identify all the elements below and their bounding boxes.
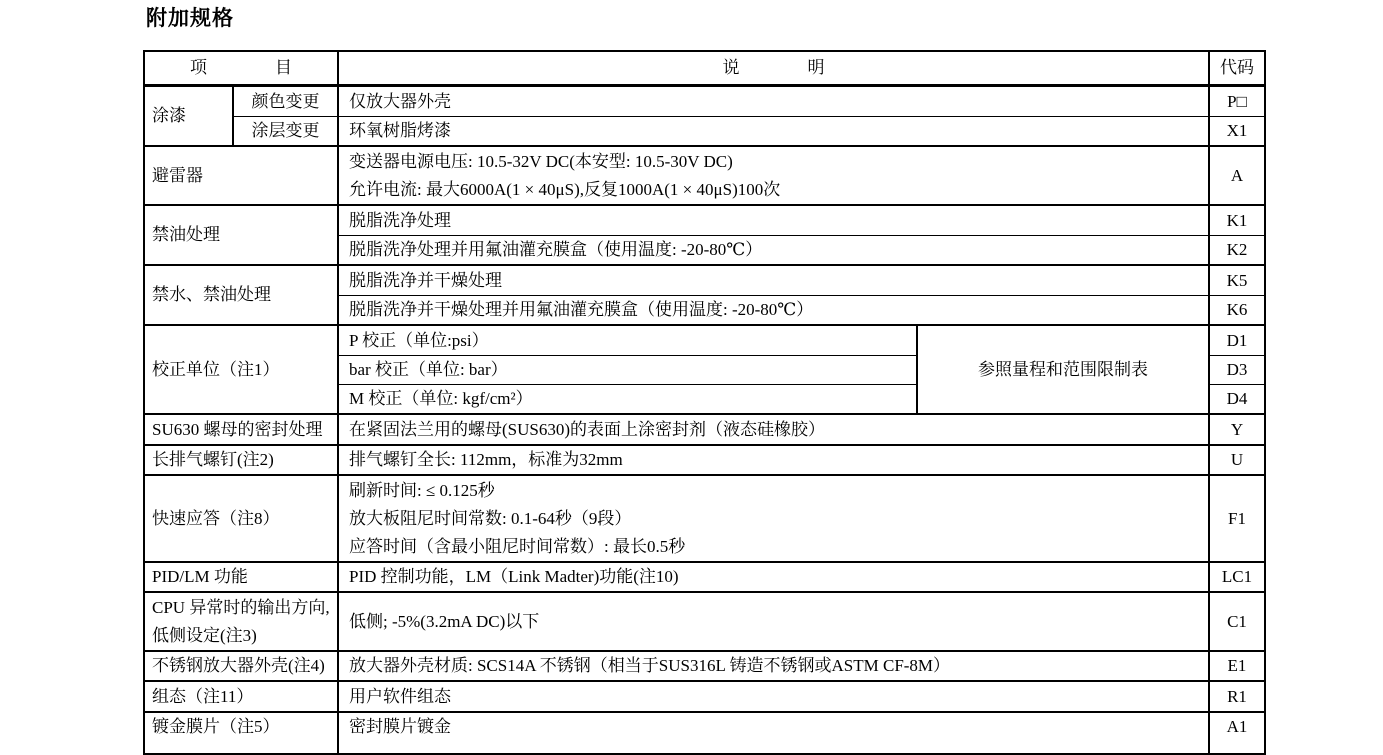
cell-desc-gold-plated-diaphragm: 密封膜片镀金 <box>338 712 1209 754</box>
cell-range-limit-note: 参照量程和范围限制表 <box>917 325 1209 414</box>
cell-item-paint: 涂漆 <box>144 86 233 147</box>
cell-desc-pid-lm: PID 控制功能，LM（Link Madter)功能(注10) <box>338 562 1209 592</box>
table-row-calibration-psi <box>144 325 1265 356</box>
table-row-gold-plated-diaphragm <box>144 712 1265 754</box>
cell-code-oil-free-1: K1 <box>1209 205 1265 236</box>
cell-desc-su630-seal: 在紧固法兰用的螺母(SUS630)的表面上涂密封剂（液态硅橡胶） <box>338 414 1209 445</box>
cell-code-water-oil-free-2: K6 <box>1209 296 1265 326</box>
cell-desc-stainless-housing: 放大器外壳材质: SCS14A 不锈钢（相当于SUS316L 铸造不锈钢或ASTM CF-8M） <box>338 651 1209 681</box>
cell-desc-calibration-psi: P 校正（单位:psi） <box>338 325 917 356</box>
table-row-fast-response <box>144 475 1265 562</box>
table-row-configuration <box>144 681 1265 712</box>
cell-desc-arrester <box>338 146 1209 205</box>
cell-desc-oil-free-2: 脱脂洗净处理并用氟油灌充膜盒（使用温度: -20-80℃） <box>338 236 1209 266</box>
cell-item-calibration-unit: 校正单位（注1） <box>144 325 338 414</box>
cell-item-su630-seal: SU630 螺母的密封处理 <box>144 414 338 445</box>
desc-line: 刷新时间: ≤ 0.125秒 <box>349 480 495 500</box>
cell-code-gold-plated-diaphragm: A1 <box>1209 712 1265 754</box>
cell-sublabel-coating-change: 涂层变更 <box>233 117 338 147</box>
desc-line: 允许电流: 最大6000A(1 × 40μS),反复1000A(1 × 40μS)100次 <box>349 179 781 199</box>
cell-code-paint-color: P□ <box>1209 86 1265 117</box>
desc-line: 变送器电源电压: 10.5-32V DC(本安型: 10.5-30V DC) <box>349 151 733 171</box>
additional-specs-table-container <box>143 50 1266 736</box>
cell-sublabel-color-change: 颜色变更 <box>233 86 338 117</box>
table-row-paint-color <box>144 86 1265 117</box>
cell-desc-fast-response <box>338 475 1209 562</box>
cell-desc-water-oil-free-2: 脱脂洗净并干燥处理并用氟油灌充膜盒（使用温度: -20-80℃） <box>338 296 1209 326</box>
cell-desc-water-oil-free-1: 脱脂洗净并干燥处理 <box>338 265 1209 296</box>
cell-code-cpu-failure-output: C1 <box>1209 592 1265 651</box>
cell-item-configuration: 组态（注11） <box>144 681 338 712</box>
cell-item-fast-response: 快速应答（注8） <box>144 475 338 562</box>
cell-code-paint-coating: X1 <box>1209 117 1265 147</box>
cell-code-arrester: A <box>1209 146 1265 205</box>
cell-item-arrester: 避雷器 <box>144 146 338 205</box>
cell-code-su630-seal: Y <box>1209 414 1265 445</box>
cell-code-pid-lm: LC1 <box>1209 562 1265 592</box>
cell-item-cpu-failure-output: CPU 异常时的输出方向,低侧设定(注3) <box>144 592 338 651</box>
table-row-stainless-housing <box>144 651 1265 681</box>
cell-code-calibration-kgf: D4 <box>1209 385 1265 415</box>
table-row-su630-seal <box>144 414 1265 445</box>
cell-desc-long-vent-screw: 排气螺钉全长: 112mm，标准为32mm <box>338 445 1209 475</box>
table-row-water-oil-free-1 <box>144 265 1265 296</box>
cell-item-gold-plated-diaphragm: 镀金膜片（注5） <box>144 712 338 754</box>
table-row-oil-free-1 <box>144 205 1265 236</box>
desc-line: 放大板阻尼时间常数: 0.1-64秒（9段） <box>349 508 632 528</box>
additional-specs-table <box>143 50 1266 755</box>
cell-code-calibration-bar: D3 <box>1209 356 1265 385</box>
desc-line: 应答时间（含最小阻尼时间常数）: 最长0.5秒 <box>349 536 686 556</box>
cell-code-stainless-housing: E1 <box>1209 651 1265 681</box>
table-row-long-vent-screw <box>144 445 1265 475</box>
cell-item-pid-lm: PID/LM 功能 <box>144 562 338 592</box>
cell-desc-calibration-kgf: M 校正（单位: kgf/cm²） <box>338 385 917 415</box>
table-header-row <box>144 51 1265 86</box>
table-row-arrester <box>144 146 1265 205</box>
cell-code-long-vent-screw: U <box>1209 445 1265 475</box>
cell-item-long-vent-screw: 长排气螺钉(注2) <box>144 445 338 475</box>
header-item: 项 目 <box>144 51 338 86</box>
cell-code-calibration-psi: D1 <box>1209 325 1265 356</box>
cell-code-configuration: R1 <box>1209 681 1265 712</box>
table-row-cpu-failure-output <box>144 592 1265 651</box>
header-description: 说 明 <box>338 51 1209 86</box>
cell-desc-cpu-failure-output: 低侧; -5%(3.2mA DC)以下 <box>338 592 1209 651</box>
table-row-paint-coating <box>144 117 1265 147</box>
cell-item-oil-free: 禁油处理 <box>144 205 338 265</box>
cell-desc-coating-change: 环氧树脂烤漆 <box>338 117 1209 147</box>
table-row-pid-lm <box>144 562 1265 592</box>
cell-code-oil-free-2: K2 <box>1209 236 1265 266</box>
cell-desc-oil-free-1: 脱脂洗净处理 <box>338 205 1209 236</box>
page-title: 附加规格 <box>146 7 234 30</box>
cell-item-stainless-housing: 不锈钢放大器外壳(注4) <box>144 651 338 681</box>
cell-item-water-oil-free: 禁水、禁油处理 <box>144 265 338 325</box>
cell-desc-calibration-bar: bar 校正（单位: bar） <box>338 356 917 385</box>
header-code: 代码 <box>1209 51 1265 86</box>
cell-desc-color-change: 仅放大器外壳 <box>338 86 1209 117</box>
cell-desc-configuration: 用户软件组态 <box>338 681 1209 712</box>
cell-code-fast-response: F1 <box>1209 475 1265 562</box>
cell-code-water-oil-free-1: K5 <box>1209 265 1265 296</box>
